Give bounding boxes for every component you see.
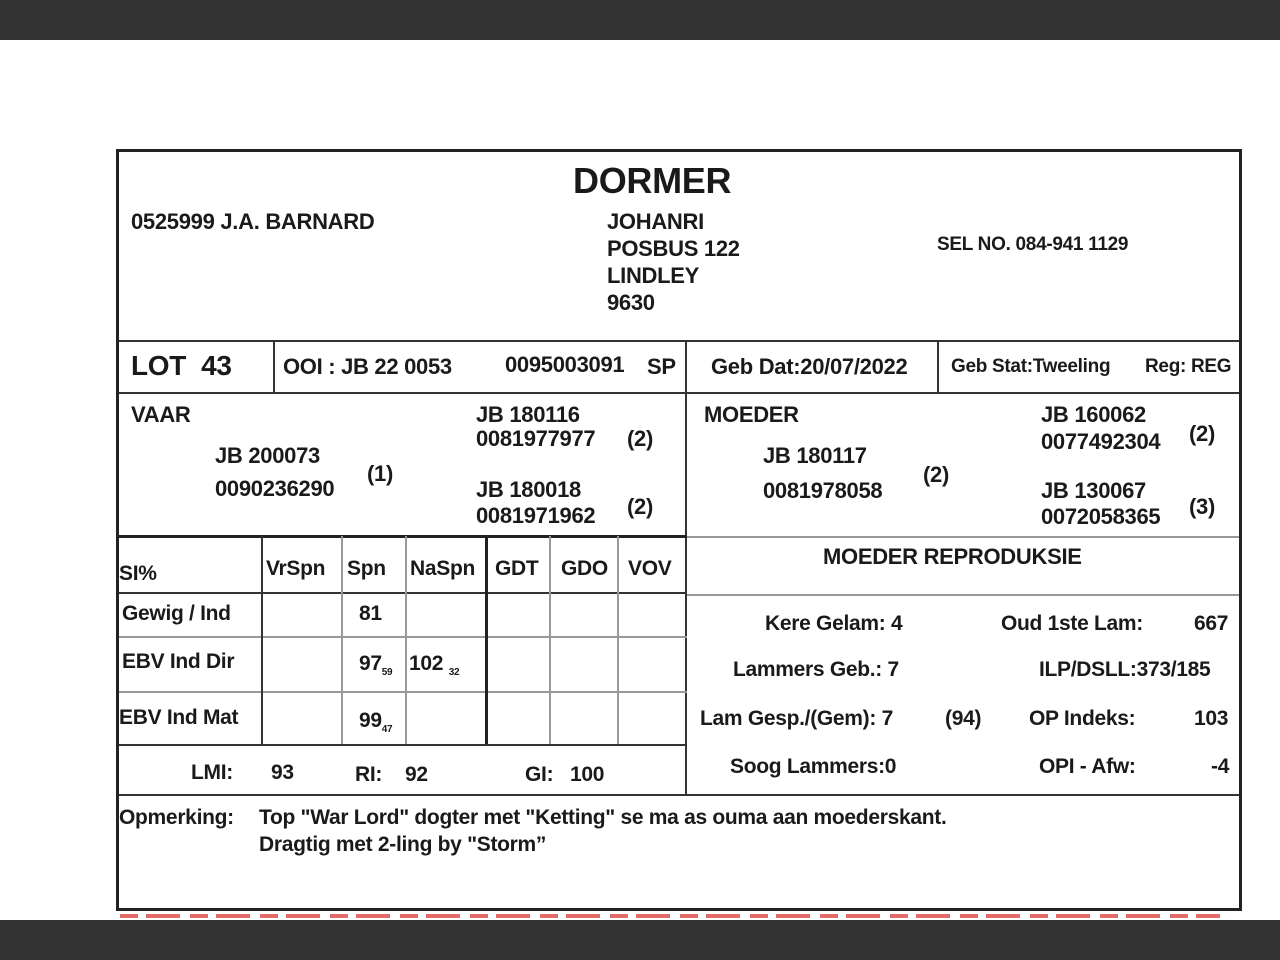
ewe-reg-number: 0095003091 xyxy=(505,352,625,377)
sire-dam-id: JB 180018 xyxy=(476,477,581,502)
row-label: Gewig / Ind xyxy=(122,602,231,625)
dam-sire-id: JB 160062 xyxy=(1041,402,1146,427)
sire-label: VAAR xyxy=(131,402,191,427)
gdo-header: GDO xyxy=(561,557,608,580)
lot-label: LOT 43 xyxy=(131,350,232,381)
oud-value: 667 xyxy=(1194,612,1229,635)
opi-value: -4 xyxy=(1211,755,1230,778)
lammers-geb: Lammers Geb.: 7 xyxy=(733,658,899,681)
phone-number: SEL NO. 084-941 1129 xyxy=(937,234,1129,255)
spn-value: $99_{47}$ xyxy=(359,709,393,736)
sire-number: 0090236290 xyxy=(215,476,335,501)
lmi: LMI: xyxy=(191,761,233,784)
address-line4: 9630 xyxy=(607,290,655,315)
lmi-value: 93 xyxy=(271,761,294,784)
spn-value: $97_{59}$ xyxy=(359,652,393,679)
breeder-name: 0525999 J.A. BARNARD xyxy=(131,209,375,234)
sire-sire-id: JB 180116 xyxy=(476,402,580,427)
spn-value: 81 xyxy=(359,602,382,625)
gdt-header: GDT xyxy=(495,557,539,580)
viewer-bottom-bar xyxy=(0,920,1280,960)
address-line2: POSBUS 122 xyxy=(607,236,740,261)
kere-gelam: Kere Gelam: 4 xyxy=(765,612,903,635)
viewer-top-bar xyxy=(0,0,1280,40)
address-line1: JOHANRI xyxy=(607,209,704,234)
sire-grade: (1) xyxy=(367,461,393,486)
si-header: SI% xyxy=(119,562,157,585)
dam-dam-id: JB 130067 xyxy=(1041,478,1146,503)
opi-label: OPI - Afw: xyxy=(1039,755,1136,778)
soog-lammers: Soog Lammers:0 xyxy=(730,755,897,778)
birth-status: Geb Stat:Tweeling xyxy=(951,356,1111,377)
op-label: OP Indeks: xyxy=(1029,707,1136,730)
vov-header: VOV xyxy=(628,557,672,580)
ri: RI: xyxy=(355,763,383,786)
dam-grade: (2) xyxy=(923,462,949,487)
dam-dam-number: 0072058365 xyxy=(1041,504,1161,529)
ewe-code: SP xyxy=(647,354,676,379)
cut-off-red-text xyxy=(120,912,1220,920)
sire-dam-number: 0081971962 xyxy=(476,503,596,528)
ri-value: 92 xyxy=(405,763,428,786)
oud-label: Oud 1ste Lam: xyxy=(1001,612,1143,635)
row-label: EBV Ind Mat xyxy=(119,706,239,729)
gi: GI: xyxy=(525,763,554,786)
gi-value: 100 xyxy=(570,763,605,786)
divider xyxy=(119,340,1239,342)
dam-id: JB 180117 xyxy=(763,443,867,468)
remark-line1: Top "War Lord" dogter met "Ketting" se ma as ouma aan moederskant. xyxy=(259,806,947,829)
sire-id: JB 200073 xyxy=(215,443,320,468)
naspn-value: 102 $_{32}$ xyxy=(409,652,460,679)
spn-header: Spn xyxy=(347,557,386,580)
remark-line2: Dragtig met 2-ling by "Storm” xyxy=(259,833,547,856)
remark-label: Opmerking: xyxy=(119,806,234,829)
sire-dam-grade: (2) xyxy=(627,494,653,519)
breed-title: DORMER xyxy=(573,160,732,201)
lam-gesp: Lam Gesp./(Gem): 7 xyxy=(700,707,893,730)
dam-label: MOEDER xyxy=(704,402,799,427)
naspn-header: NaSpn xyxy=(410,557,476,580)
dam-sire-number: 0077492304 xyxy=(1041,429,1161,454)
ewe-id: OOI : JB 22 0053 xyxy=(283,354,452,379)
lot-card xyxy=(116,149,1242,911)
address-line3: LINDLEY xyxy=(607,263,700,288)
birth-date: Geb Dat:20/07/2022 xyxy=(711,354,908,379)
lam-gesp-avg: (94) xyxy=(945,707,982,730)
dam-sire-grade: (2) xyxy=(1189,421,1215,446)
sire-sire-number: 0081977977 xyxy=(476,426,596,451)
op-value: 103 xyxy=(1194,707,1229,730)
sire-sire-grade: (2) xyxy=(627,426,653,451)
vrspn-header: VrSpn xyxy=(266,557,326,580)
dam-number: 0081978058 xyxy=(763,478,883,503)
reproduction-title: MOEDER REPRODUKSIE xyxy=(823,544,1082,569)
ilp-dsll: ILP/DSLL:373/185 xyxy=(1039,658,1211,681)
dam-dam-grade: (3) xyxy=(1189,494,1215,519)
row-label: EBV Ind Dir xyxy=(122,650,235,673)
registration: Reg: REG xyxy=(1145,356,1232,377)
